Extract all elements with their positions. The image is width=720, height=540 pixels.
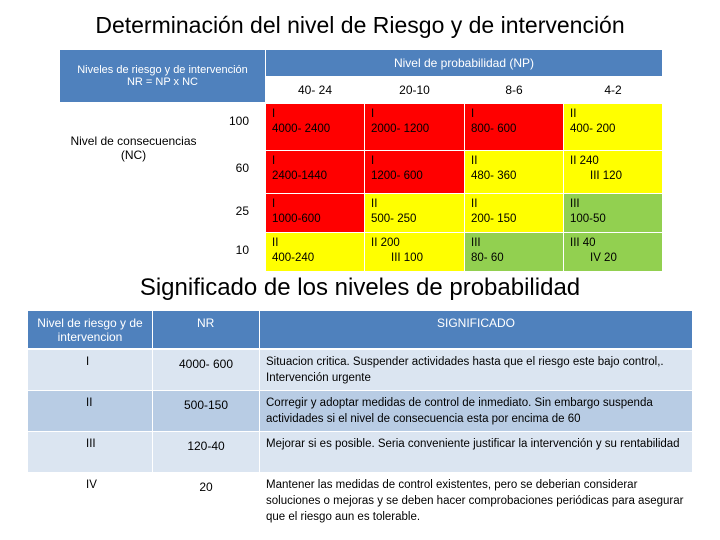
nc-value-1: 60: [208, 151, 265, 193]
section-title: Significado de los niveles de probabilidad: [139, 274, 581, 301]
np-value-3: 4-2: [564, 77, 662, 103]
meaning-level: II: [28, 391, 152, 431]
col-header-nr-text: NR: [197, 316, 215, 330]
risk-cell: [564, 233, 662, 271]
risk-cell: [465, 194, 563, 232]
risk-range: 1200- 600: [371, 170, 423, 182]
risk-level: I: [272, 155, 276, 167]
meaning-nr: 4000- 600: [153, 350, 259, 390]
meaning-text: Mantener las medidas de control existentes, pero se deberian considerar soluciones o mejoras y se deben hacer comprobaciones periódicas para asegurar que el riesgo aun es tolerable.: [260, 473, 692, 531]
col-header-significado-text: SIGNIFICADO: [436, 316, 515, 330]
col-header-significado: [260, 311, 692, 348]
meaning-nr: 20: [153, 473, 259, 531]
risk-level: I: [371, 108, 375, 120]
risk-level: II: [570, 108, 577, 120]
risk-range: 2400-1440: [272, 170, 327, 182]
risk-range: 2000- 1200: [371, 123, 430, 135]
nc-label: Nivel de consecuencias (NC): [70, 134, 197, 162]
risk-level: I: [272, 198, 276, 210]
corner-label: Niveles de riesgo y de intervención NR = NP x NC: [77, 64, 248, 88]
np-label: Nivel de probabilidad (NP): [393, 56, 535, 70]
col-header-nr: [153, 311, 259, 348]
risk-cell: [564, 194, 662, 232]
risk-cell: [266, 194, 364, 232]
risk-cell: [266, 104, 364, 150]
risk-range: 480- 360: [471, 170, 517, 182]
risk-level: III: [471, 237, 481, 249]
risk-level: II: [471, 155, 478, 167]
risk-level: II: [272, 237, 279, 249]
meaning-level: III: [28, 432, 152, 472]
risk-cell: [266, 233, 364, 271]
risk-cell: [564, 104, 662, 150]
risk-cell: [365, 151, 464, 193]
risk-range: 800- 600: [471, 123, 517, 135]
risk-cell: [465, 151, 563, 193]
risk-cell: [365, 104, 464, 150]
risk-level: I: [371, 155, 375, 167]
risk-level: I: [471, 108, 475, 120]
risk-range: 1000-600: [272, 213, 321, 225]
meaning-level: IV: [28, 473, 152, 531]
meaning-text: Mejorar si es posible. Seria conveniente justificar la intervención y su rentabilidad: [260, 432, 692, 472]
risk-range: 500- 250: [371, 213, 417, 225]
risk-level: III 40: [570, 237, 596, 249]
nc-value-0: 100: [208, 104, 265, 150]
risk-range: 400- 200: [570, 123, 616, 135]
risk-level: II: [471, 198, 478, 210]
matrix-corner-header: [60, 50, 265, 102]
risk-level: II 240: [570, 155, 599, 167]
np-value-1: 20-10: [365, 77, 464, 103]
meaning-text: Situacion critica. Suspender actividades hasta que el riesgo este bajo control,. Intervención urgente: [260, 350, 692, 390]
risk-cell: [465, 104, 563, 150]
np-header: [266, 50, 662, 76]
nc-header: [60, 103, 207, 193]
risk-range: III 100: [391, 252, 423, 264]
risk-cell: [365, 194, 464, 232]
risk-range: 80- 60: [471, 252, 504, 264]
risk-range: 200- 150: [471, 213, 517, 225]
page-title: Determinación del nivel de Riesgo y de intervención: [95, 12, 625, 38]
risk-range: 100-50: [570, 213, 606, 225]
risk-range: IV 20: [590, 252, 617, 264]
risk-level: I: [272, 108, 276, 120]
meaning-text: Corregir y adoptar medidas de control de inmediato. Sin embargo suspenda actividades si el nivel de consecuencia esta por encima de 60: [260, 391, 692, 431]
np-value-0: 40- 24: [266, 77, 364, 103]
risk-range: 4000- 2400: [272, 123, 331, 135]
np-value-2: 8-6: [465, 77, 563, 103]
risk-range: 400-240: [272, 252, 315, 264]
col-header-level: [28, 311, 152, 348]
risk-level: II 200: [371, 237, 400, 249]
risk-level: III: [570, 198, 580, 210]
meaning-nr: 120-40: [153, 432, 259, 472]
col-header-level-text: Nivel de riesgo y de intervencion: [37, 315, 143, 344]
nc-value-2: 25: [208, 194, 265, 232]
meaning-nr: 500-150: [153, 391, 259, 431]
risk-level: II: [371, 198, 378, 210]
nc-value-3: 10: [208, 233, 265, 271]
risk-cell: [365, 233, 464, 271]
risk-cell: [564, 151, 662, 193]
risk-cell: [266, 151, 364, 193]
risk-range: III 120: [590, 170, 622, 182]
meaning-level: I: [28, 350, 152, 390]
risk-cell: [465, 233, 563, 271]
